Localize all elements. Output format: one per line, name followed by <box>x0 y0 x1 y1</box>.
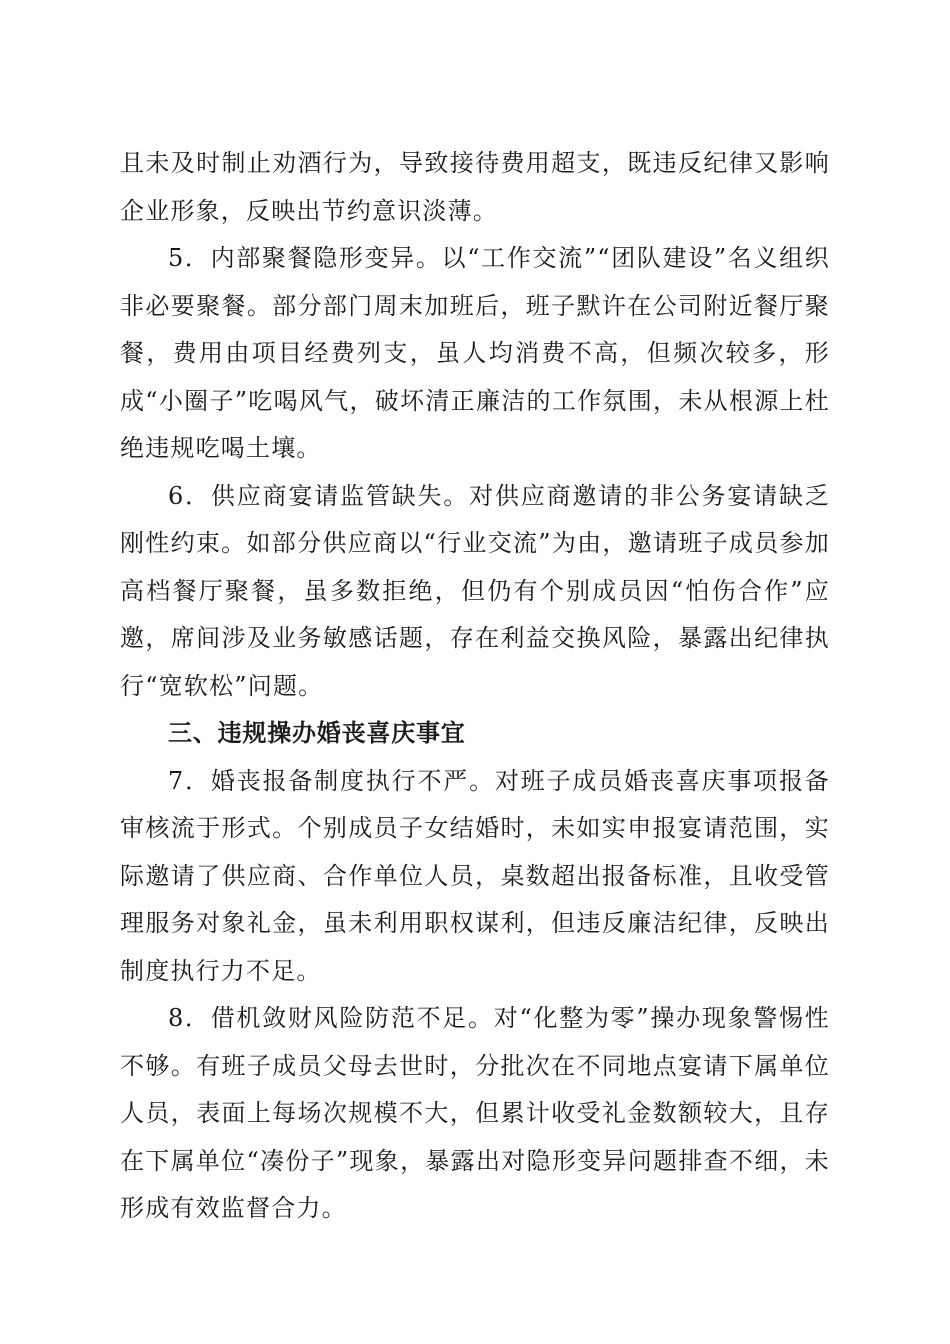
paragraph-item-8: 8．借机敛财风险防范不足。对“化整为零”操办现象警惕性不够。有班子成员父母去世时，分批次在不同地点宴请下属单位人员，表面上每场次规模不大，但累计收受礼金数额较大，且存在下属单位“凑份子”现象，暴露出对隐形变异问题排查不细，未形成有效监督合力。 <box>120 1004 830 1222</box>
section-heading-3: 三、违规操办婚丧喜庆事宜 <box>168 719 466 747</box>
paragraph-item-7: 7．婚丧报备制度执行不严。对班子成员婚丧喜庆事项报备审核流于形式。个别成员子女结婚时，未如实申报宴请范围，实际邀请了供应商、合作单位人员，桌数超出报备标准，且收受管理服务对象礼金，虽未利用职权谋利，但违反廉洁纪律，反映出制度执行力不足。 <box>120 766 830 985</box>
paragraph-continuation: 且未及时制止劝酒行为，导致接待费用超支，既违反纪律又影响企业形象，反映出节约意识淡薄。 <box>120 149 830 225</box>
paragraph-item-5: 5．内部聚餐隐形变异。以“工作交流”“团队建设”名义组织非必要聚餐。部分部门周末加班后，班子默许在公司附近餐厅聚餐，费用由项目经费列支，虽人均消费不高，但频次较多，形成“小圈子”吃喝风气，破坏清正廉洁的工作氛围，未从根源上杜绝违规吃喝土壤。 <box>120 244 830 462</box>
document-body <box>120 140 830 1233</box>
paragraph-item-6: 6．供应商宴请监管缺失。对供应商邀请的非公务宴请缺乏刚性约束。如部分供应商以“行业交流”为由，邀请班子成员参加高档餐厅聚餐，虽多数拒绝，但仍有个别成员因“怕伤合作”应邀，席间涉及业务敏感话题，存在利益交换风险，暴露出纪律执行“宽软松”问题。 <box>120 481 830 700</box>
